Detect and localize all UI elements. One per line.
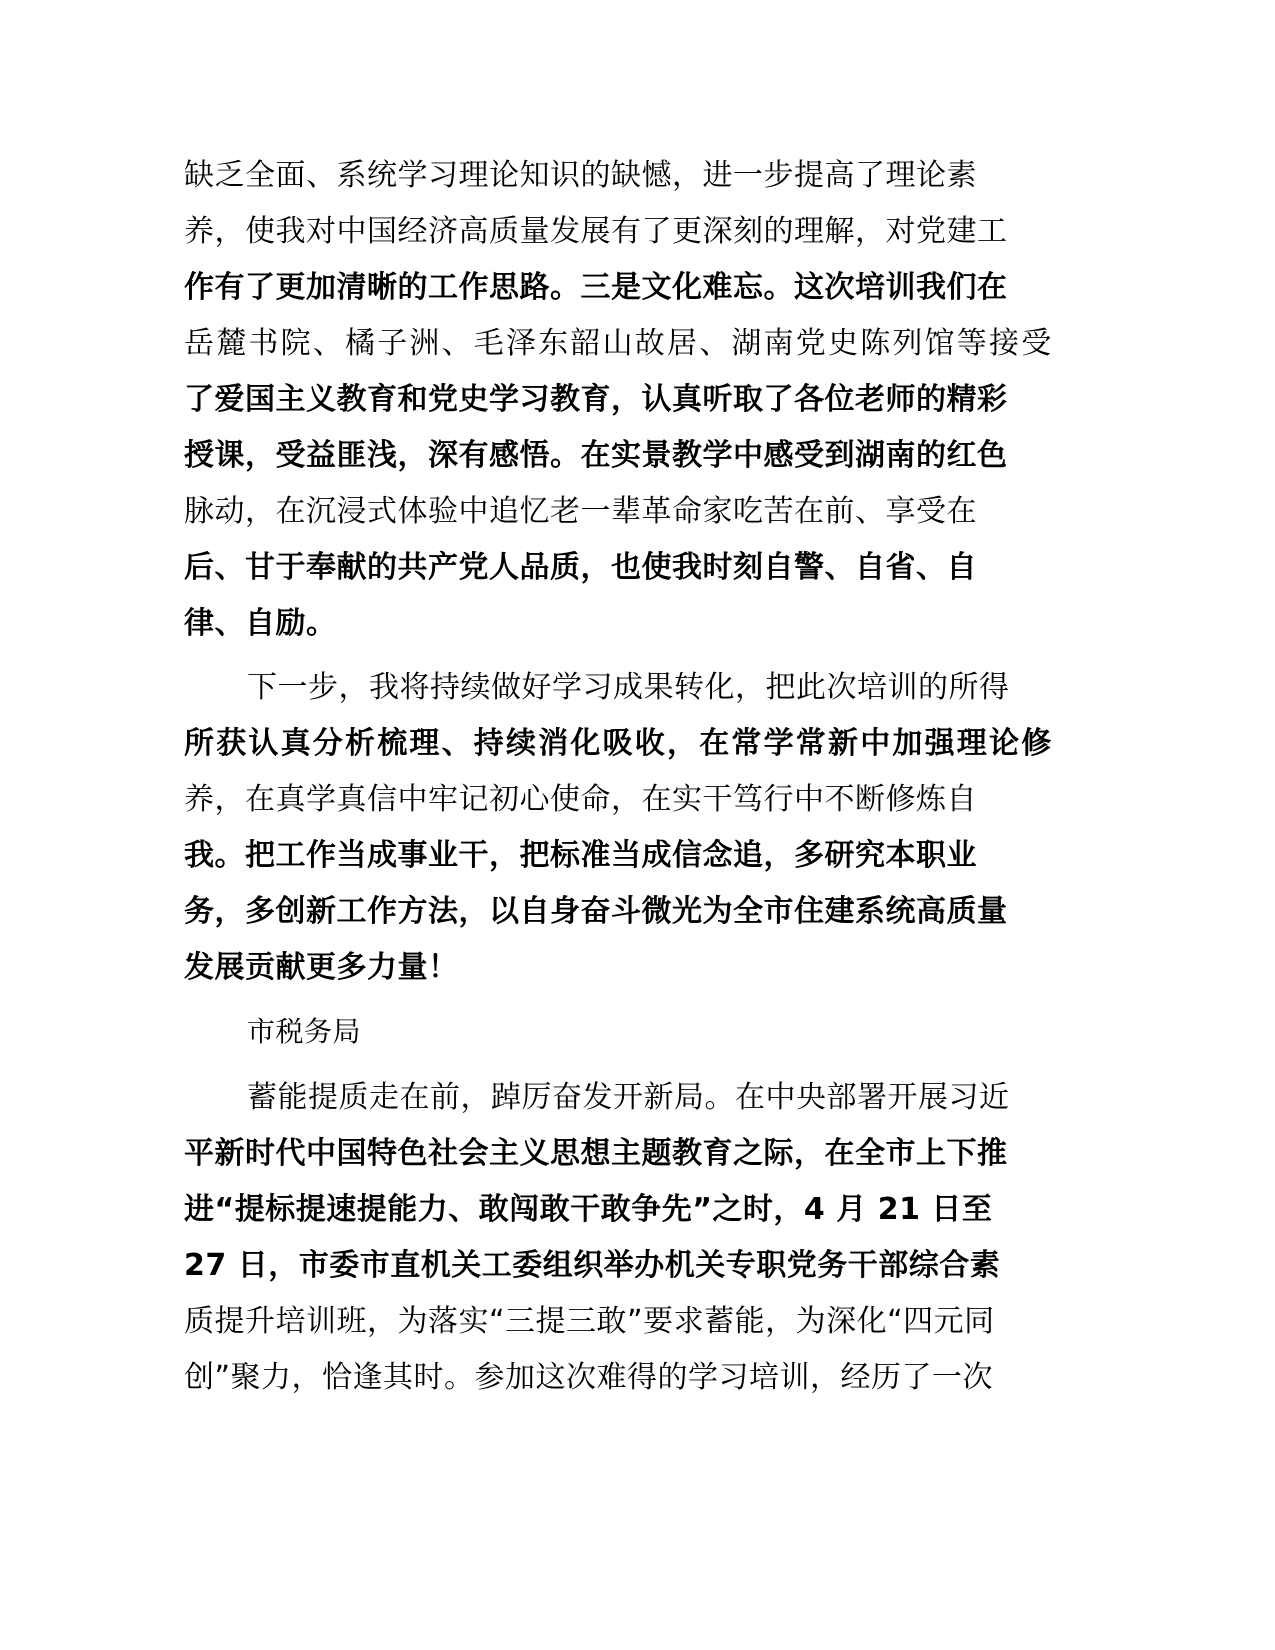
- text-line: 律、自励。: [184, 606, 337, 641]
- text-line: 养，使我对中国经济高质量发展有了更深刻的理解，对党建工: [184, 214, 1008, 249]
- paragraph-first-line: 蓄能提质走在前，踔厉奋发开新局。在中央部署开展习近: [247, 1080, 1010, 1115]
- text-line: 27 日，市委市直机关工委组织举办机关专职党务干部综合素: [184, 1248, 1001, 1283]
- text-line: 我。把工作当成事业干，把标准当成信念追，多研究本职业: [184, 838, 977, 873]
- text-line: 脉动，在沉浸式体验中追忆老一辈革命家吃苦在前、享受在: [184, 494, 977, 529]
- text-line: 平新时代中国特色社会主义思想主题教育之际，在全市上下推: [184, 1136, 1008, 1171]
- text-line: 创”聚力，恰逢其时。参加这次难得的学习培训，经历了一次: [184, 1360, 994, 1395]
- text-line: 发展贡献更多力量！: [184, 950, 459, 985]
- section-heading: 市税务局: [247, 1015, 362, 1048]
- paragraph-first-line: 下一步，我将持续做好学习成果转化，把此次培训的所得: [247, 670, 1010, 705]
- text-line: 务，多创新工作方法，以自身奋斗微光为全市住建系统高质量: [184, 894, 1008, 929]
- text-line: 后、甘于奉献的共产党人品质，也使我时刻自警、自省、自: [184, 550, 977, 585]
- text-line: 质提升培训班，为落实“三提三敢”要求蓄能，为深化“四元同: [184, 1304, 995, 1339]
- text-line: 作有了更加清晰的工作思路。三是文化难忘。这次培训我们在: [184, 270, 1008, 305]
- text-line: 缺乏全面、系统学习理论知识的缺憾，进一步提高了理论素: [184, 158, 977, 193]
- text-line: 养，在真学真信中牢记初心使命，在实干笃行中不断修炼自: [184, 782, 977, 817]
- text-line: 授课，受益匪浅，深有感悟。在实景教学中感受到湖南的红色: [184, 438, 1008, 473]
- text-line: 所获认真分析梳理、持续消化吸收，在常学常新中加强理论修: [184, 726, 1054, 761]
- text-line: 岳麓书院、橘子洲、毛泽东韶山故居、湖南党史陈列馆等接受: [184, 326, 1054, 361]
- text-line: 了爱国主义教育和党史学习教育，认真听取了各位老师的精彩: [184, 382, 1008, 417]
- text-line: 进“提标提速提能力、敢闯敢干敢争先”之时，4 月 21 日至: [184, 1192, 993, 1227]
